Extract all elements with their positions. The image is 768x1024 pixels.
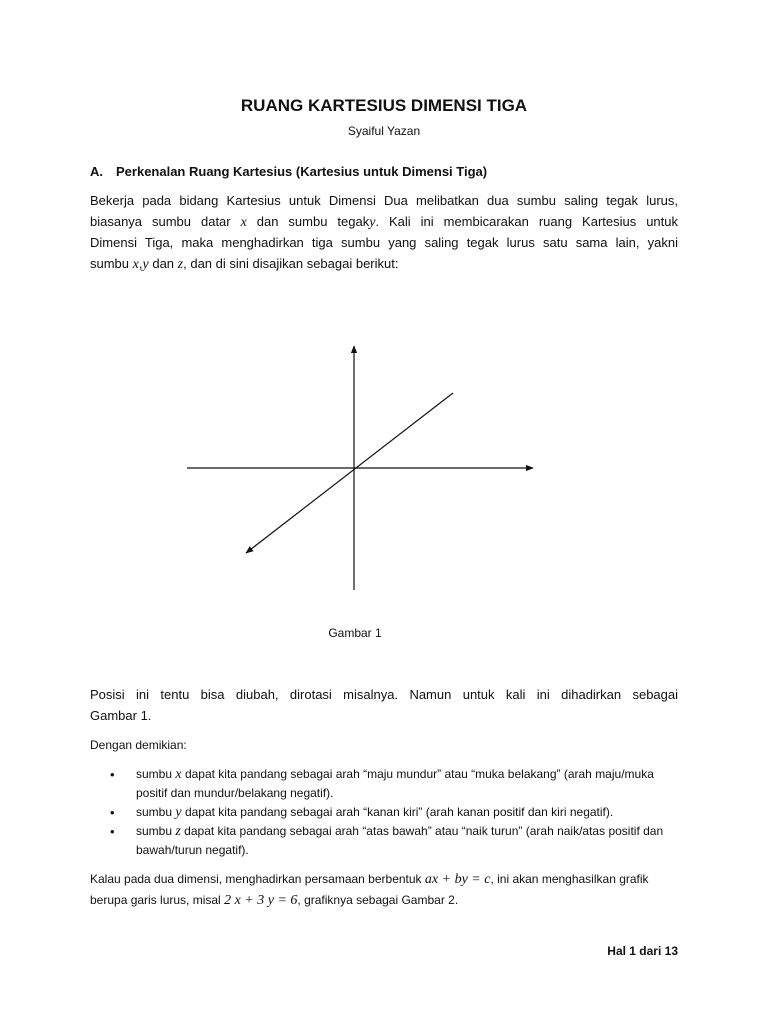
bullet-list bbox=[110, 765, 678, 860]
figure-caption: Gambar 1 bbox=[328, 626, 382, 640]
intro-line-2: biasanya sumbu datar x dan sumbu tegaky. Kali ini membicarakan ruang Kartesius untuk bbox=[90, 214, 678, 230]
list-item: • sumbu x dapat kita pandang sebagai arah “maju mundur” atau “muka belakang” (arah maju/muka positif dan mundur/belakang negatif). bbox=[110, 767, 654, 800]
page-number: Hal 1 dari 13 bbox=[607, 944, 678, 958]
bullet-icon: • bbox=[110, 805, 115, 820]
para2-line-1: Posisi ini tentu bisa diubah, dirotasi misalnya. Namun untuk kali ini dihadirkan sebagai bbox=[90, 687, 678, 702]
var-x: x bbox=[132, 257, 139, 272]
section-title: Perkenalan Ruang Kartesius (Kartesius untuk Dimensi Tiga) bbox=[116, 164, 488, 179]
intro-line-3: Dimensi Tiga, maka menghadirkan tiga sumbu yang saling tegak lurus satu sama lain, yakni bbox=[90, 235, 678, 250]
intro-line-1: Bekerja pada bidang Kartesius untuk Dimensi Dua melibatkan dua sumbu saling tegak lurus, bbox=[90, 193, 678, 208]
var-x: x bbox=[240, 215, 247, 230]
diagonal-axis bbox=[246, 393, 453, 553]
closing-paragraph: Kalau pada dua dimensi, menghadirkan persamaan berbentuk ax + by = c, ini akan menghasilkan grafik berupa garis lurus, misal 2 x + 3 y = 6, grafiknya sebagai Gambar 2. bbox=[90, 872, 649, 908]
subheading-dengan: Dengan demikian: bbox=[90, 738, 187, 752]
list-item: • sumbu z dapat kita pandang sebagai arah “atas bawah” atau “naik turun” (arah naik/atas positif dan bawah/turun negatif). bbox=[110, 824, 664, 857]
document-title: RUANG KARTESIUS DIMENSI TIGA bbox=[240, 96, 528, 115]
author-name: Syaiful Yazan bbox=[347, 124, 421, 138]
equation-general: ax + by = c bbox=[424, 872, 491, 887]
intro-line-4: sumbu x,y dan z, dan di sini disajikan sebagai berikut: bbox=[90, 256, 399, 272]
para2-line-2: Gambar 1. bbox=[90, 708, 152, 723]
var-y: y bbox=[142, 257, 149, 272]
bullet-icon: • bbox=[110, 767, 115, 782]
list-item: • sumbu y dapat kita pandang sebagai arah “kanan kiri” (arah kanan positif dan kiri negatif). bbox=[110, 805, 614, 820]
bullet-icon: • bbox=[110, 824, 115, 839]
var-z: z bbox=[177, 257, 184, 272]
equation-example: 2 x + 3 y = 6 bbox=[224, 893, 298, 908]
paragraph-2 bbox=[90, 684, 678, 726]
var-y: y bbox=[369, 215, 376, 230]
section-number: A. bbox=[90, 164, 103, 179]
